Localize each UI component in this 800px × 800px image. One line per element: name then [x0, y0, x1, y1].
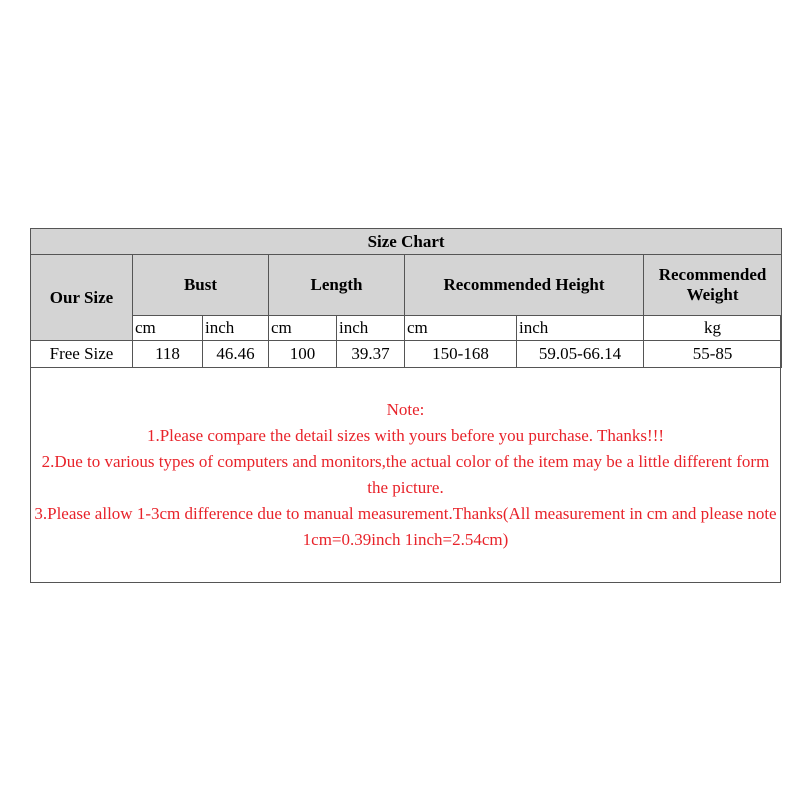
- unit-height-inch: inch: [517, 316, 644, 341]
- cell-weight: 55-85: [644, 341, 782, 368]
- unit-bust-inch: inch: [203, 316, 269, 341]
- unit-bust-cm: cm: [133, 316, 203, 341]
- size-chart-title: Size Chart: [31, 229, 782, 255]
- table-row: [31, 341, 782, 368]
- unit-weight: kg: [644, 316, 782, 341]
- note-item-2: 2.Due to various types of computers and monitors,the actual color of the item may be a little different form the picture.: [41, 452, 770, 497]
- unit-length-cm: cm: [269, 316, 337, 341]
- header-recommended-weight: Recommended Weight: [644, 255, 782, 316]
- size-chart-table: [30, 228, 782, 368]
- header-our-size: Our Size: [31, 255, 133, 341]
- cell-bust-cm: 118: [133, 341, 203, 368]
- header-length: Length: [269, 255, 405, 316]
- cell-size: Free Size: [31, 341, 133, 368]
- note-heading: Note:: [386, 400, 425, 419]
- note-item-3: 3.Please allow 1-3cm difference due to manual measurement.Thanks(All measurement in cm and please note 1cm=0.39inch 1inch=2.54cm): [34, 504, 777, 549]
- header-bust: Bust: [133, 255, 269, 316]
- cell-height-inch: 59.05-66.14: [517, 341, 644, 368]
- cell-length-cm: 100: [269, 341, 337, 368]
- size-chart-panel: [30, 228, 781, 583]
- cell-height-cm: 150-168: [405, 341, 517, 368]
- unit-length-inch: inch: [337, 316, 405, 341]
- note-item-1: 1.Please compare the detail sizes with yours before you purchase. Thanks!!!: [146, 426, 665, 445]
- cell-bust-inch: 46.46: [203, 341, 269, 368]
- unit-height-cm: cm: [405, 316, 517, 341]
- cell-length-inch: 39.37: [337, 341, 405, 368]
- notes-block: [31, 397, 780, 553]
- header-recommended-height: Recommended Height: [405, 255, 644, 316]
